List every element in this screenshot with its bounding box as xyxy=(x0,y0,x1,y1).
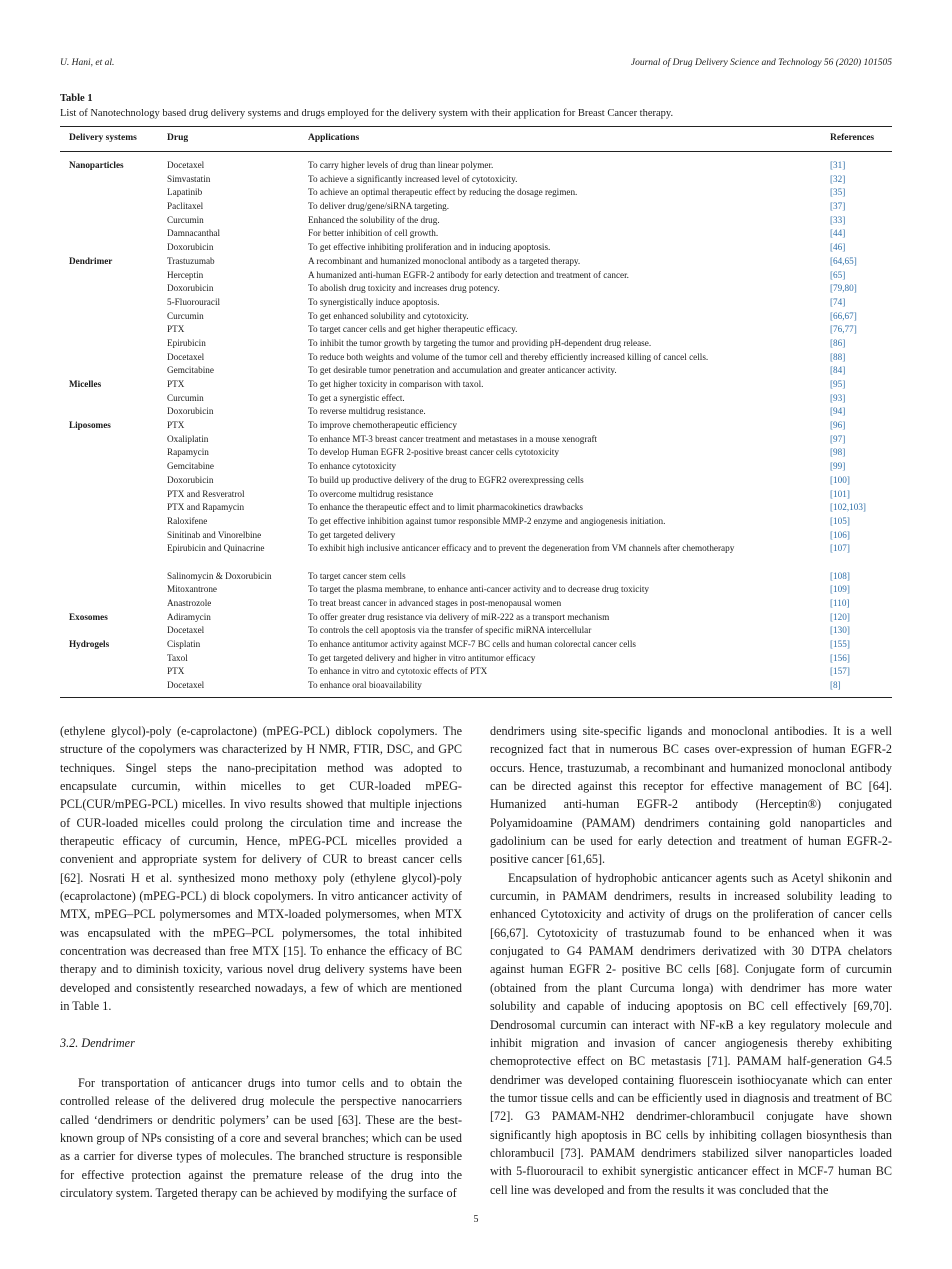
cell-reference[interactable]: [130] xyxy=(830,625,850,636)
cell-delivery-system: Exosomes xyxy=(69,611,108,622)
cell-application: To controls the cell apoptosis via the transfer of specific miRNA intercellular xyxy=(308,625,592,636)
cell-reference[interactable]: [65] xyxy=(830,269,846,280)
cell-application: To target the plasma membrane, to enhance anti-cancer activity and to decrease drug toxicity xyxy=(308,584,650,595)
cell-drug: Docetaxel xyxy=(167,351,205,362)
cell-application: To get desirable tumor penetration and accumulation and greater anticancer activity. xyxy=(308,365,617,376)
table-row xyxy=(60,433,892,447)
table-row xyxy=(60,159,892,173)
table-row xyxy=(60,665,892,679)
cell-reference[interactable]: [66,67] xyxy=(830,310,857,321)
cell-drug: Curcumin xyxy=(167,214,204,225)
cell-application: To carry higher levels of drug than linear polymer. xyxy=(308,160,494,170)
running-header-authors: U. Hani, et al. xyxy=(60,58,115,68)
cell-reference[interactable]: [106] xyxy=(830,529,850,540)
cell-reference[interactable]: [74] xyxy=(830,296,846,307)
table-row xyxy=(60,227,892,241)
cell-reference[interactable]: [8] xyxy=(830,680,841,691)
cell-reference[interactable]: [108] xyxy=(830,570,850,581)
cell-delivery-system: Dendrimer xyxy=(69,255,113,266)
cell-reference[interactable]: [100] xyxy=(830,474,850,485)
cell-reference[interactable]: [88] xyxy=(830,351,846,362)
cell-application: Enhanced the solubility of the drug. xyxy=(308,214,440,225)
cell-application: To treat breast cancer in advanced stages in post-menopausal women xyxy=(308,598,562,609)
cell-application: To get enhanced solubility and cytotoxicity. xyxy=(308,310,469,321)
cell-reference[interactable]: [44] xyxy=(830,228,846,239)
table-body xyxy=(60,159,892,693)
cell-application: To reduce both weights and volume of the tumor cell and thereby efficiently increased killing of cancel cells. xyxy=(308,351,709,362)
cell-drug: Salinomycin & Doxorubicin xyxy=(167,570,272,581)
cell-application: To get higher toxicity in comparison with taxol. xyxy=(308,379,484,389)
table-row xyxy=(60,200,892,214)
table-row xyxy=(60,474,892,488)
table-row xyxy=(60,488,892,502)
body-column-left xyxy=(60,722,462,1202)
cell-drug: Lapatinib xyxy=(167,187,203,198)
cell-drug: Epirubicin xyxy=(167,337,206,348)
cell-drug: Adiramycin xyxy=(167,611,211,622)
cell-drug: Doxorubicin xyxy=(167,474,214,485)
cell-reference[interactable]: [99] xyxy=(830,461,846,472)
cell-reference[interactable]: [97] xyxy=(830,433,846,444)
table-row xyxy=(60,296,892,310)
cell-reference[interactable]: [157] xyxy=(830,666,850,677)
cell-reference[interactable]: [94] xyxy=(830,406,846,417)
cell-reference[interactable]: [109] xyxy=(830,584,850,595)
table-row xyxy=(60,173,892,187)
table-row xyxy=(60,583,892,597)
cell-application: To get targeted delivery and higher in vitro antitumor efficacy xyxy=(308,652,536,663)
cell-drug: Simvastatin xyxy=(167,173,211,184)
table-bottom-rule xyxy=(60,697,892,698)
cell-drug: Trastuzumab xyxy=(167,255,215,266)
table-row xyxy=(60,515,892,529)
cell-reference[interactable]: [37] xyxy=(830,201,846,212)
cell-application: To exhibit high inclusive anticancer efficacy and to prevent the degeneration from VM channels after chemotherapy xyxy=(308,543,735,554)
cell-reference[interactable]: [33] xyxy=(830,214,846,225)
page-number: 5 xyxy=(473,1214,479,1225)
cell-drug: Docetaxel xyxy=(167,160,205,170)
cell-application: To target cancer cells and get higher therapeutic efficacy. xyxy=(308,324,518,335)
cell-application: To get targeted delivery xyxy=(308,529,396,540)
table-row xyxy=(60,269,892,283)
running-header-journal: Journal of Drug Delivery Science and Technology 56 (2020) 101505 xyxy=(630,58,892,68)
cell-application: To enhance the therapeutic effect and to limit pharmacokinetics drawbacks xyxy=(308,502,583,513)
table-row xyxy=(60,337,892,351)
cell-application: To inhibit the tumor growth by targeting the tumor and providing pH-dependent drug release. xyxy=(308,337,652,348)
cell-drug: PTX xyxy=(167,666,185,677)
paragraph: For transportation of anticancer drugs into tumor cells and to obtain the controlled release of the delivered drug molecule the perspective nanocarriers called ‘dendrimers or dendritic polymers’ can be used [63]. These are the best-known group of NPs consisting of a core and several branches; which can be used as a carrier for diverse types of molecules. The branched structure is responsible for effective protection against the premature release of the drug into the circulatory system. Targeted therapy can be achieved by modifying the surface of xyxy=(60,1075,462,1200)
table-row xyxy=(60,255,892,269)
cell-drug: Gemcitabine xyxy=(167,461,214,472)
cell-application: To achieve a significantly increased level of cytotoxicity. xyxy=(308,173,518,184)
table-row xyxy=(60,570,892,584)
cell-drug: Doxorubicin xyxy=(167,406,214,417)
cell-application: To overcome multidrug resistance xyxy=(308,488,434,499)
cell-drug: Doxorubicin xyxy=(167,283,214,294)
cell-application: To reverse multidrug resistance. xyxy=(308,406,426,417)
cell-reference[interactable]: [110] xyxy=(830,598,850,609)
cell-reference[interactable]: [120] xyxy=(830,611,850,622)
table-caption: List of Nanotechnology based drug delivery systems and drugs employed for the delivery system with their application for Breast Cancer therapy. xyxy=(60,108,674,119)
table-row xyxy=(60,542,892,569)
cell-reference[interactable]: [95] xyxy=(830,379,846,389)
cell-application: To get effective inhibiting proliferation and in inducing apoptosis. xyxy=(308,242,551,253)
table-row xyxy=(60,323,892,337)
cell-drug: PTX and Resveratrol xyxy=(167,488,245,499)
cell-application: A recombinant and humanized monoclonal antibody as a targeted therapy. xyxy=(308,255,581,266)
table-row xyxy=(60,419,892,433)
cell-drug: Raloxifene xyxy=(167,515,208,526)
cell-reference[interactable]: [98] xyxy=(830,447,846,458)
cell-reference[interactable]: [32] xyxy=(830,173,846,184)
cell-drug: Docetaxel xyxy=(167,680,205,691)
paragraph: dendrimers using site-specific ligands and monoclonal antibodies. It is a well recognized fact that in numerous BC cases over-expression of human EGFR-2 occurs. Hence, trastuzumab, a recombinant and humanized monoclonal antibody can be directed against this receptor for effective management of BC [64]. Humanized anti-human EGFR-2 antibody (Herceptin®) conjugated Polyamidoamine (PAMAM) dendrimers containing gold nanoparticles and gadolinium can be used for early detection and treatment of human EGFR-2-positive cancer [61,65]. xyxy=(490,724,892,867)
table-row xyxy=(60,186,892,200)
cell-drug: Sinitinab and Vinorelbine xyxy=(167,529,262,540)
cell-drug: PTX xyxy=(167,324,185,335)
cell-drug: Cisplatin xyxy=(167,639,201,650)
table-row xyxy=(60,624,892,638)
cell-drug: Epirubicin and Quinacrine xyxy=(167,543,265,554)
cell-reference[interactable]: [64,65] xyxy=(830,255,857,266)
cell-application: To get a synergistic effect. xyxy=(308,392,405,403)
cell-drug: Docetaxel xyxy=(167,625,205,636)
cell-application: For better inhibition of cell growth. xyxy=(308,228,439,239)
cell-reference[interactable]: [31] xyxy=(830,160,846,170)
cell-application: To improve chemotherapeutic efficiency xyxy=(308,420,457,431)
cell-drug: Paclitaxel xyxy=(167,201,204,212)
cell-drug: Doxorubicin xyxy=(167,242,214,253)
cell-application: To achieve an optimal therapeutic effect by reducing the dosage regimen. xyxy=(308,187,578,198)
cell-application: To deliver drug/gene/siRNA targeting. xyxy=(308,201,450,212)
cell-application: To synergistically induce apoptosis. xyxy=(308,296,440,307)
cell-reference[interactable]: [79,80] xyxy=(830,283,857,294)
paragraph: Encapsulation of hydrophobic anticancer agents such as Acetyl shikonin and curcumin, in PAMAM dendrimers, results in increased solubility leading to enhanced Cytotoxicity and activity of drugs on the proliferation of cancer cells [66,67]. Cytotoxicity of trastuzumab found to be enhanced when it was conjugated to G4 PAMAM dendrimers derivatized with 30 DTPA chelators against human EGFR 2- positive BC cells [68]. Conjugate form of curcumin (obtained from the plant Curcuma longa) with dendrimer has more water solubility and capable of inducing apoptosis on BC cell effectively [69,70]. Dendrosomal curcumin can interact with NF-κB a key regulatory molecule and inhibit migration and invasion of cancer angiogenesis thereby exhibiting chemoprotective effect on BC metastasis [71]. PAMAM half-generation G4.5 dendrimer was developed containing fluorescein isothiocyanate which can enter the tumor tissue cells and can be efficiently used in diagnosis and treatment of BC [72]. G3 PAMAM-NH2 dendrimer-chlorambucil conjugate have shown significantly high apoptosis in BC cells by inhibiting collagen biosynthesis than chlorambucil [73]. PAMAM dendrimers stabilized silver nanoparticles loaded with 5-fluorouracil to exhibit synergistic anticancer effect in MCF-7 human BC cell line was developed and from the results it was concluded that the xyxy=(490,870,892,1197)
table-row xyxy=(60,679,892,693)
table-row xyxy=(60,310,892,324)
cell-reference[interactable]: [107] xyxy=(830,543,850,554)
cell-drug: Curcumin xyxy=(167,310,204,321)
cell-drug: 5-Fluorouracil xyxy=(167,296,221,307)
cell-reference[interactable]: [96] xyxy=(830,420,846,431)
table-row xyxy=(60,378,892,392)
cell-drug: Damnacanthal xyxy=(167,228,221,239)
table-header-delivery-systems: Delivery systems xyxy=(69,133,137,143)
table-header-drug: Drug xyxy=(167,133,189,143)
cell-reference[interactable]: [76,77] xyxy=(830,324,857,335)
cell-reference[interactable]: [155] xyxy=(830,639,850,650)
body-column-right xyxy=(490,722,892,1199)
cell-drug: Rapamycin xyxy=(167,447,209,458)
table-row xyxy=(60,405,892,419)
cell-drug: PTX xyxy=(167,379,185,389)
cell-application: To build up productive delivery of the drug to EGFR2 overexpressing cells xyxy=(308,474,584,485)
cell-reference[interactable]: [86] xyxy=(830,337,846,348)
cell-reference[interactable]: [105] xyxy=(830,515,850,526)
paragraph: (ethylene glycol)-poly (e-caprolactone) (mPEG-PCL) diblock copolymers. The structure of the copolymers was characterized by H NMR, FTIR, DSC, and GPC techniques. Singel steps the nano-precipitation method was adopted to encapsulate curcumin, within micelles to get CUR-loaded mPEG-PCL(CUR/mPEG-PCL) micelles. In vivo results showed that multiple injections of CUR-loaded micelles could prolong the circulation time and increase the therapeutic efficacy of curcumin, Hence, mPEG-PCL micelles provided a convenient and appropriate system for delivery of CUR to breast cancer cells [62]. Nosrati H et al. synthesized mono methoxy poly (ethylene glycol)-poly (ecaprolactone) (mPEG-PCL) di block copolymers. In vitro anticancer activity of MTX, mPEG–PCL polymersomes and MTX-loaded polymersomes, when MTX was encapsulated with the mPEG–PCL polymersomes, the total inhibited concentration was decreased than free MTX [15]. To enhance the efficacy of BC therapy and to diminish toxicity, various novel drug delivery systems have been developed and consistently researched nowadays, a few of which are mentioned in Table 1. xyxy=(60,724,462,1014)
cell-application: To enhance MT-3 breast cancer treatment and metastases in a mouse xenograft xyxy=(308,433,598,444)
cell-drug: Gemcitabine xyxy=(167,365,214,376)
cell-reference[interactable]: [46] xyxy=(830,242,846,253)
table-row xyxy=(60,351,892,365)
table-row xyxy=(60,501,892,515)
table-row xyxy=(60,392,892,406)
cell-application: To enhance oral bioavailability xyxy=(308,680,422,691)
table-row xyxy=(60,446,892,460)
cell-application: To get effective inhibition against tumor responsible MMP-2 enzyme and angiogenesis initiation. xyxy=(308,515,666,526)
cell-application: To develop Human EGFR 2-positive breast cancer cells cytotoxicity xyxy=(308,447,559,458)
table-row xyxy=(60,529,892,543)
table-row xyxy=(60,282,892,296)
section-heading: 3.2. Dendrimer xyxy=(60,1035,135,1050)
cell-drug: Taxol xyxy=(167,652,188,663)
table-row xyxy=(60,364,892,378)
cell-application: To enhance antitumor activity against MCF-7 BC cells and human colorectal cancer cells xyxy=(308,639,636,650)
cell-reference[interactable]: [35] xyxy=(830,187,846,198)
table-row xyxy=(60,241,892,255)
cell-application: A humanized anti-human EGFR-2 antibody for early detection and treatment of cancer. xyxy=(308,269,629,280)
cell-application: To enhance cytotoxicity xyxy=(308,461,397,472)
table-label: Table 1 xyxy=(60,93,93,104)
cell-application: To offer greater drug resistance via delivery of miR-222 as a transport mechanism xyxy=(308,611,610,622)
cell-reference[interactable]: [101] xyxy=(830,488,850,499)
table-header-rule xyxy=(60,151,892,152)
cell-drug: Oxaliplatin xyxy=(167,433,209,444)
table-header-references: References xyxy=(830,133,875,143)
cell-reference[interactable]: [156] xyxy=(830,652,850,663)
cell-reference[interactable]: [84] xyxy=(830,365,846,376)
cell-reference[interactable]: [93] xyxy=(830,392,846,403)
cell-delivery-system: Hydrogels xyxy=(69,639,110,650)
cell-drug: Curcumin xyxy=(167,392,204,403)
cell-delivery-system: Micelles xyxy=(69,379,102,389)
cell-drug: Mitoxantrone xyxy=(167,584,218,595)
table-row xyxy=(60,652,892,666)
table-row xyxy=(60,460,892,474)
cell-application: To abolish drug toxicity and increases drug potency. xyxy=(308,283,500,294)
table-row xyxy=(60,611,892,625)
table-top-rule xyxy=(60,126,892,127)
cell-drug: Herceptin xyxy=(167,269,204,280)
cell-reference[interactable]: [102,103] xyxy=(830,502,866,513)
cell-application: To enhance in vitro and cytotoxic effects of PTX xyxy=(308,666,488,677)
table-header-applications: Applications xyxy=(308,133,360,143)
cell-delivery-system: Liposomes xyxy=(69,420,111,431)
cell-application: To target cancer stem cells xyxy=(308,570,406,581)
table-row xyxy=(60,214,892,228)
cell-drug: Anastrozole xyxy=(167,598,212,609)
cell-drug: PTX and Rapamycin xyxy=(167,502,245,513)
cell-delivery-system: Nanoparticles xyxy=(69,160,124,170)
cell-drug: PTX xyxy=(167,420,185,431)
table-row xyxy=(60,597,892,611)
table-row xyxy=(60,638,892,652)
